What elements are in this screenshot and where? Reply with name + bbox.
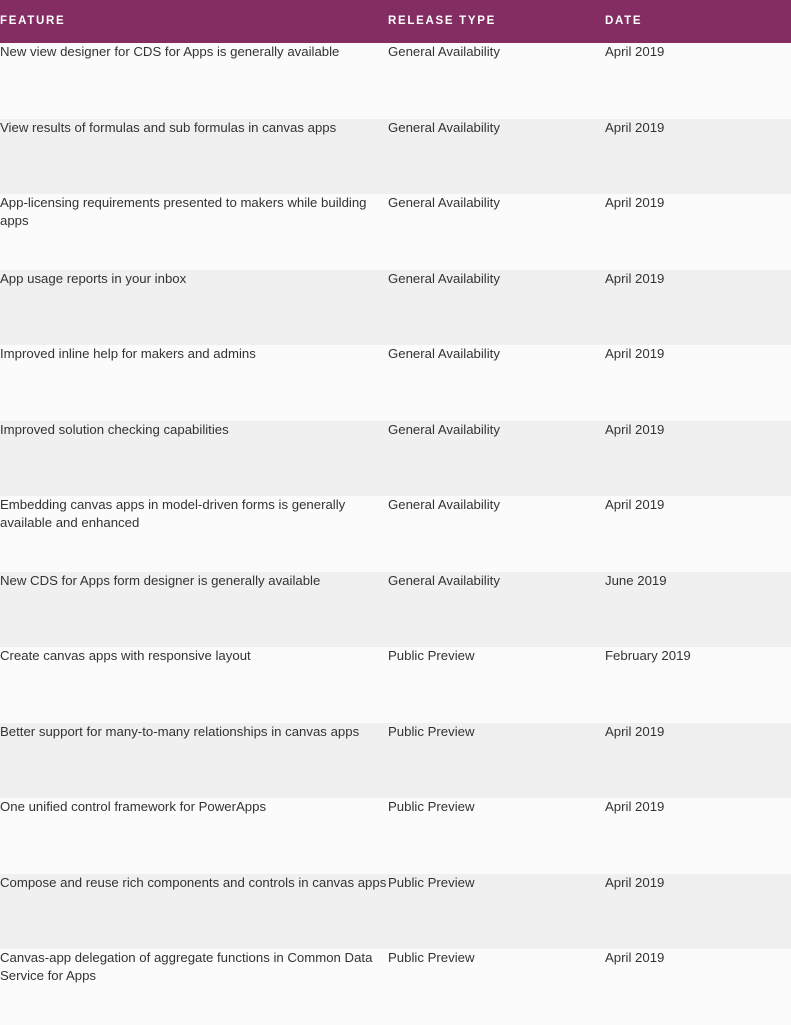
- table-row: [0, 43, 791, 119]
- column-header-release-type: RELEASE TYPE: [388, 15, 496, 27]
- cell-date: April 2019: [605, 44, 665, 59]
- cell-feature: View results of formulas and sub formulas in canvas apps: [0, 119, 337, 135]
- cell-release-type: General Availability: [388, 44, 500, 59]
- cell-release-type: General Availability: [388, 572, 500, 588]
- cell-release-type: Public Preview: [388, 799, 475, 814]
- cell-date: April 2019: [605, 950, 665, 965]
- table-row: [0, 798, 791, 874]
- cell-feature: One unified control framework for PowerApps: [0, 799, 267, 814]
- table-body: [0, 43, 791, 1025]
- cell-release-type: General Availability: [388, 497, 500, 512]
- table-header-row: [0, 0, 791, 43]
- cell-date: April 2019: [605, 497, 665, 512]
- table-row: [0, 572, 791, 648]
- table-row: [0, 345, 791, 421]
- cell-feature: App-licensing requirements presented to makers while building apps: [0, 195, 367, 228]
- cell-release-type: Public Preview: [388, 648, 475, 663]
- cell-date: April 2019: [605, 874, 665, 890]
- table-row: [0, 723, 791, 799]
- table-row: [0, 496, 791, 572]
- table-row: [0, 421, 791, 497]
- cell-release-type: General Availability: [388, 270, 500, 286]
- cell-release-type: General Availability: [388, 195, 500, 210]
- cell-date: April 2019: [605, 799, 665, 814]
- table-row: [0, 119, 791, 195]
- cell-feature: Improved solution checking capabilities: [0, 421, 229, 437]
- cell-date: April 2019: [605, 421, 665, 437]
- cell-release-type: General Availability: [388, 119, 500, 135]
- cell-feature: Compose and reuse rich components and controls in canvas apps: [0, 874, 387, 890]
- cell-feature: New CDS for Apps form designer is generally available: [0, 572, 321, 588]
- cell-date: February 2019: [605, 648, 691, 663]
- cell-feature: Improved inline help for makers and admins: [0, 346, 256, 361]
- table-row: [0, 874, 791, 950]
- cell-release-type: Public Preview: [388, 950, 475, 965]
- table-row: [0, 647, 791, 723]
- cell-date: June 2019: [605, 572, 667, 588]
- cell-feature: Better support for many-to-many relationships in canvas apps: [0, 723, 360, 739]
- cell-release-type: Public Preview: [388, 723, 475, 739]
- cell-date: April 2019: [605, 270, 665, 286]
- cell-feature: Canvas-app delegation of aggregate functions in Common Data Service for Apps: [0, 950, 373, 983]
- cell-feature: Embedding canvas apps in model-driven forms is generally available and enhanced: [0, 497, 346, 530]
- cell-date: April 2019: [605, 195, 665, 210]
- cell-feature: App usage reports in your inbox: [0, 270, 187, 286]
- column-header-feature: FEATURE: [0, 15, 66, 27]
- cell-release-type: Public Preview: [388, 874, 475, 890]
- table-row: [0, 270, 791, 346]
- table-header: [0, 0, 791, 43]
- cell-feature: Create canvas apps with responsive layout: [0, 648, 251, 663]
- column-header-date: DATE: [605, 15, 643, 27]
- cell-date: April 2019: [605, 119, 665, 135]
- table-row: [0, 949, 791, 1025]
- cell-date: April 2019: [605, 346, 665, 361]
- cell-release-type: General Availability: [388, 346, 500, 361]
- cell-release-type: General Availability: [388, 421, 500, 437]
- cell-date: April 2019: [605, 723, 665, 739]
- table-row: [0, 194, 791, 270]
- cell-feature: New view designer for CDS for Apps is generally available: [0, 44, 340, 59]
